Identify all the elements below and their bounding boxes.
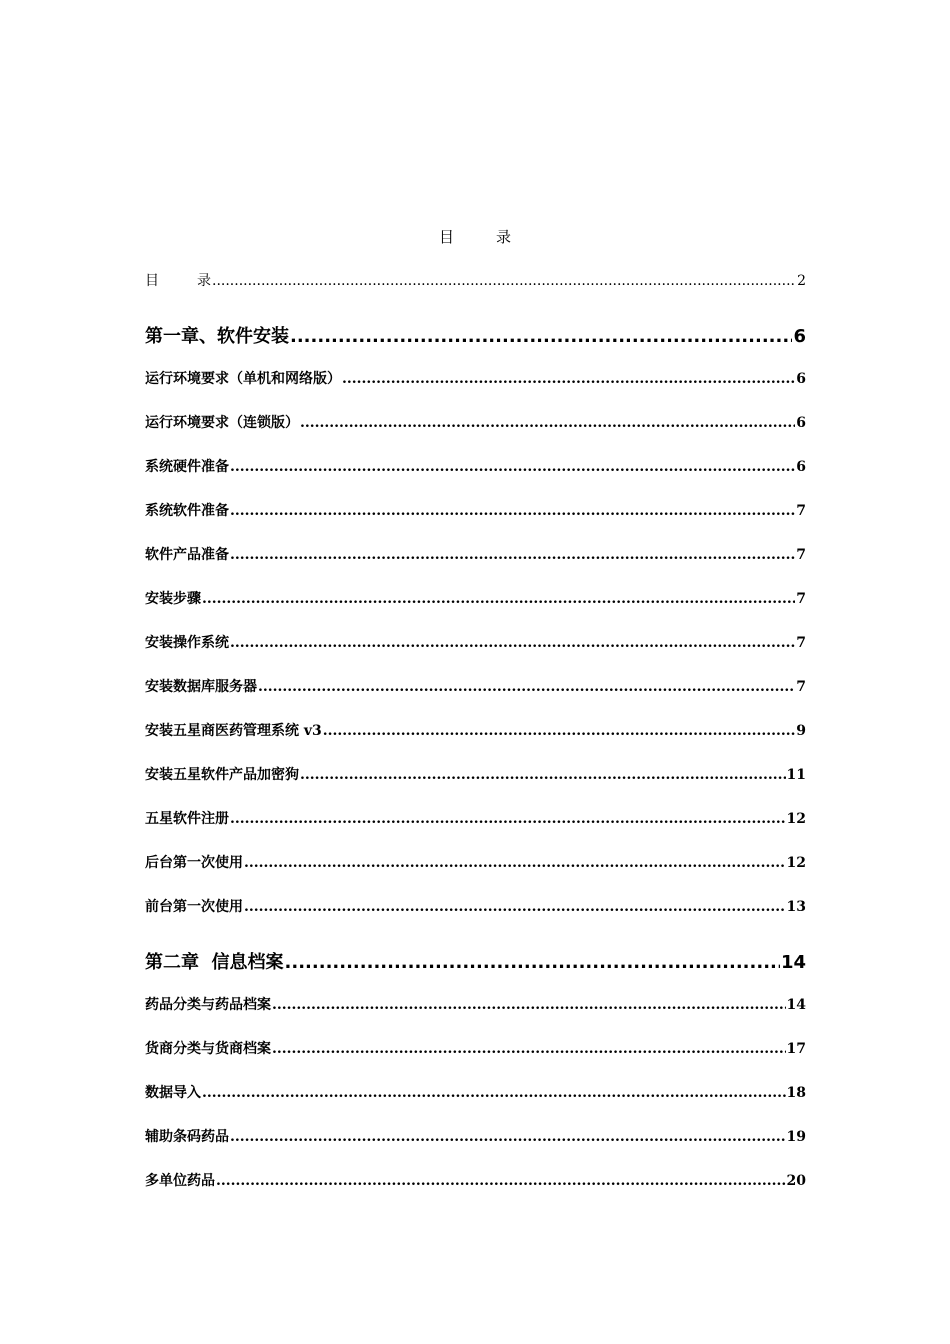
toc-entry-page: 6 <box>796 371 806 387</box>
toc-leader-dots <box>342 371 795 387</box>
toc-leader-dots <box>230 547 795 563</box>
toc-entry-section[interactable] <box>145 764 806 784</box>
toc-entry-section[interactable] <box>145 676 806 696</box>
toc-entry-page: 17 <box>786 1041 806 1057</box>
toc-entry-page: 13 <box>786 899 806 915</box>
toc-leader-dots <box>216 1173 786 1189</box>
toc-leader-dots <box>272 1041 786 1057</box>
toc-entry-title: 数据导入 <box>145 1085 201 1101</box>
toc-entry-section[interactable] <box>145 456 806 476</box>
toc-entry-chapter[interactable] <box>145 948 806 974</box>
toc-entry-chapter[interactable] <box>145 322 806 348</box>
toc-entry-page: 7 <box>796 591 806 607</box>
toc-entry-section[interactable] <box>145 1038 806 1058</box>
toc-entry-page: 19 <box>786 1129 806 1145</box>
toc-leader-dots <box>202 591 795 607</box>
toc-entry-page: 14 <box>780 952 806 973</box>
toc-entry-page: 20 <box>786 1173 806 1189</box>
toc-entry-section[interactable] <box>145 1126 806 1146</box>
toc-entry-page: 2 <box>797 273 806 289</box>
toc-leader-dots <box>230 1129 786 1145</box>
toc-entry-page: 9 <box>796 723 806 739</box>
toc-entry-section[interactable] <box>145 896 806 916</box>
toc-entry-title: 药品分类与药品档案 <box>145 997 271 1013</box>
toc-entry-title: 目 录 <box>145 273 211 289</box>
toc-entry-section[interactable] <box>145 588 806 608</box>
toc-leader-dots <box>244 899 786 915</box>
toc-leader-dots <box>258 679 795 695</box>
toc-entry-title: 安装操作系统 <box>145 635 229 651</box>
toc-entry-page: 7 <box>796 679 806 695</box>
toc-leader-dots <box>272 997 786 1013</box>
toc-entry-section[interactable] <box>145 544 806 564</box>
toc-entry-page: 7 <box>796 503 806 519</box>
toc-entry-page: 7 <box>796 635 806 651</box>
toc-leader-dots <box>230 811 786 827</box>
toc-entry-section[interactable] <box>145 1170 806 1190</box>
toc-leader-dots <box>230 459 795 475</box>
toc-entry-section[interactable] <box>145 632 806 652</box>
toc-entry-title: 系统软件准备 <box>145 503 229 519</box>
toc-entry-title: 安装步骤 <box>145 591 201 607</box>
toc-entry-section[interactable] <box>145 1082 806 1102</box>
toc-entry-title: 运行环境要求（连锁版） <box>145 415 299 431</box>
toc-entry-section[interactable] <box>145 994 806 1014</box>
toc-leader-dots <box>323 723 796 739</box>
toc-entry-page: 12 <box>786 811 806 827</box>
toc-leader-dots <box>202 1085 786 1101</box>
toc-entry-section[interactable] <box>145 852 806 872</box>
toc-entry-page: 6 <box>796 415 806 431</box>
toc-leader-dots <box>230 503 795 519</box>
toc-heading-left: 目 <box>438 228 454 246</box>
toc-leader-dots <box>244 855 786 871</box>
toc-leader-dots <box>212 273 796 289</box>
toc-entry-title: 五星软件注册 <box>145 811 229 827</box>
toc-entry-title: 前台第一次使用 <box>145 899 243 915</box>
toc-entry-title: 运行环境要求（单机和网络版） <box>145 371 341 387</box>
toc-entry-title: 第二章 信息档案 <box>145 952 284 973</box>
toc-entry-section[interactable] <box>145 808 806 828</box>
toc-entry-section[interactable] <box>145 368 806 388</box>
toc-heading <box>0 226 950 247</box>
toc-heading-right: 录 <box>496 228 512 246</box>
toc-entry-page: 6 <box>796 459 806 475</box>
toc-entry-page: 14 <box>786 997 806 1013</box>
toc-entry-title: 后台第一次使用 <box>145 855 243 871</box>
toc-entry-section[interactable] <box>145 412 806 432</box>
toc-entry-title: 软件产品准备 <box>145 547 229 563</box>
toc-leader-dots <box>300 767 786 783</box>
toc-entry-page: 6 <box>793 326 806 347</box>
toc-entry-title: 第一章、软件安装 <box>145 326 289 347</box>
toc-entry-title: 多单位药品 <box>145 1173 215 1189</box>
toc-entry-title: 安装数据库服务器 <box>145 679 257 695</box>
toc-entry-title: 安装五星商医药管理系统 v3 <box>145 723 322 739</box>
toc-entry-page: 18 <box>786 1085 806 1101</box>
toc-entry-title: 辅助条码药品 <box>145 1129 229 1145</box>
toc-entry-title: 货商分类与货商档案 <box>145 1041 271 1057</box>
toc-leader-dots <box>300 415 795 431</box>
toc-entry-section[interactable] <box>145 500 806 520</box>
toc-entry-section[interactable] <box>145 720 806 740</box>
toc-entry-page: 11 <box>786 767 806 783</box>
toc-leader-dots <box>290 326 792 347</box>
toc-entry-title: 安装五星软件产品加密狗 <box>145 767 299 783</box>
toc-leader-dots <box>285 952 780 973</box>
toc-leader-dots <box>230 635 795 651</box>
toc-entry-contents[interactable] <box>145 270 806 290</box>
toc-entry-page: 12 <box>786 855 806 871</box>
toc-entry-page: 7 <box>796 547 806 563</box>
toc-entry-title: 系统硬件准备 <box>145 459 229 475</box>
